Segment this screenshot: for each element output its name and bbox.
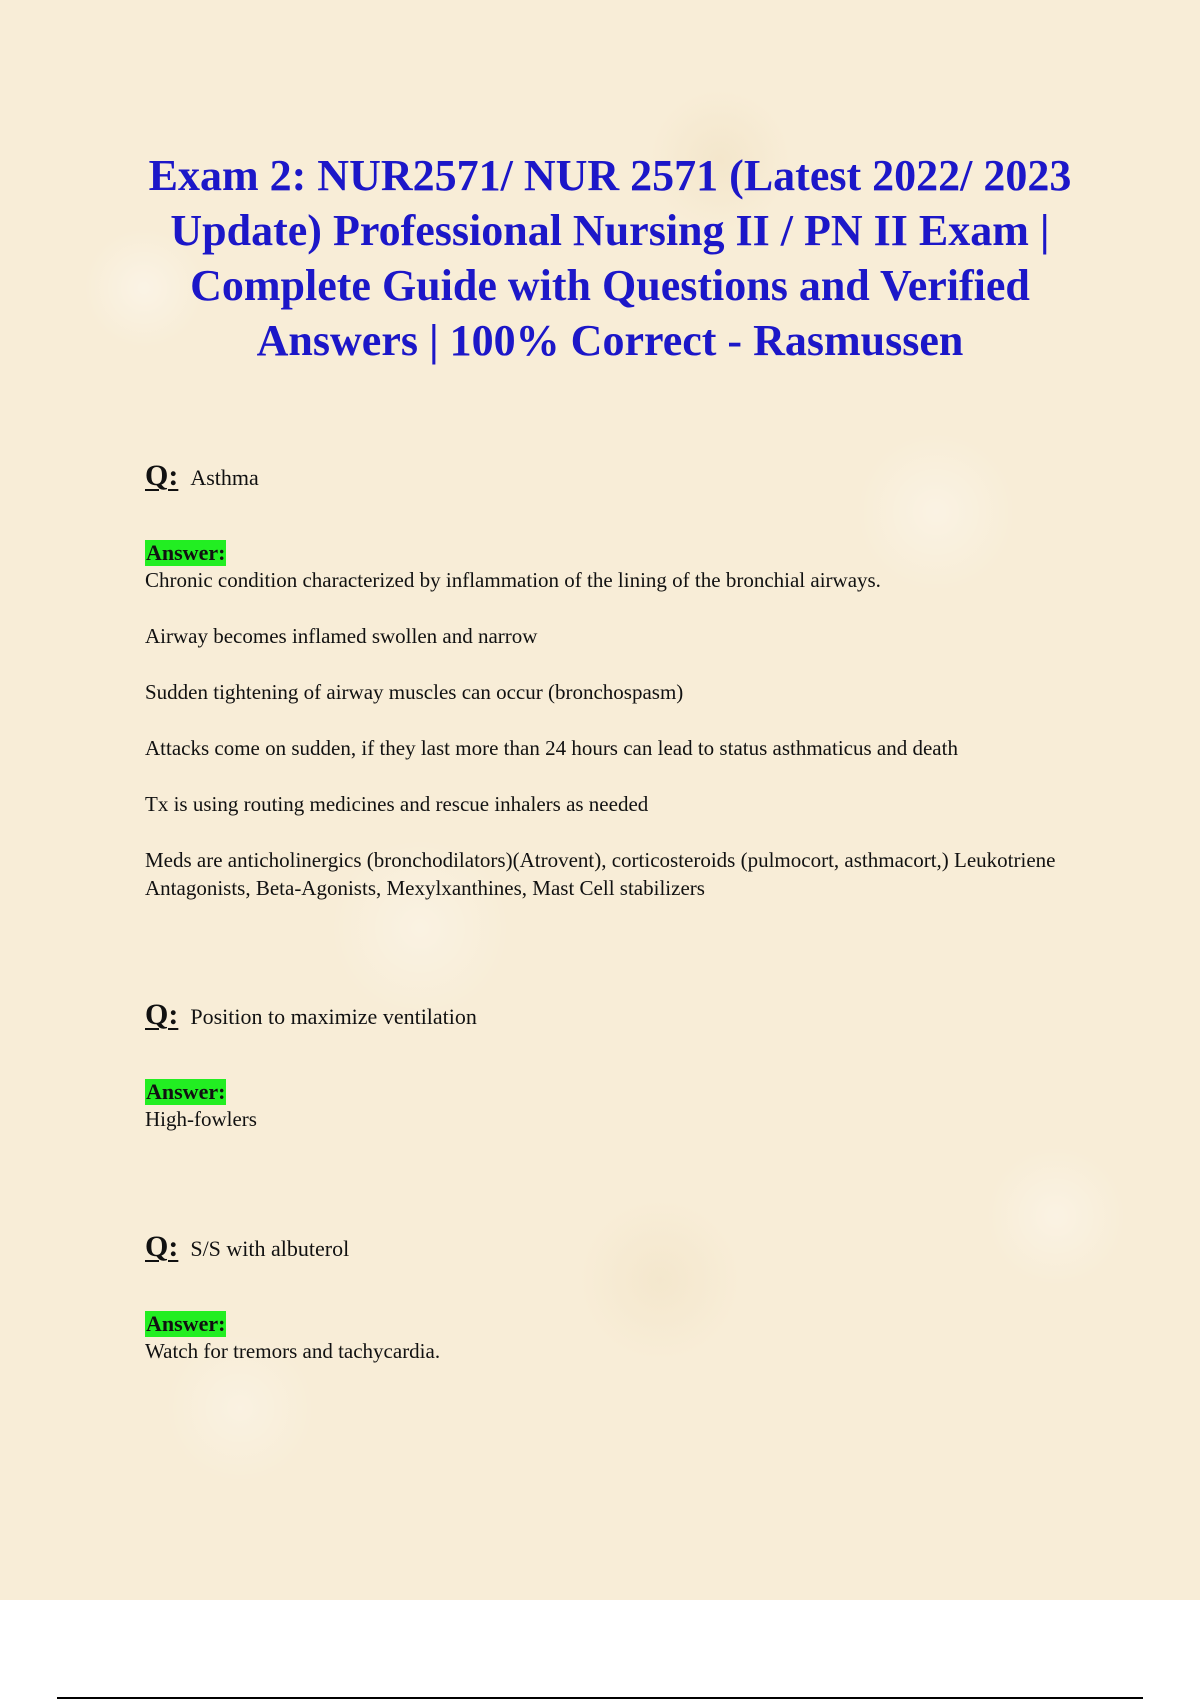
question-text: S/S with albuterol <box>190 1236 350 1261</box>
question-label: Q: <box>145 459 179 492</box>
question-label: Q: <box>145 1230 179 1263</box>
answer-paragraph: Watch for tremors and tachycardia. <box>145 1339 441 1363</box>
question-label: Q: <box>145 998 179 1031</box>
question-line <box>145 998 1095 1031</box>
answer-paragraph: Attacks come on sudden, if they last more than 24 hours can lead to status asthmaticus and death <box>145 736 958 760</box>
answer-label: Answer: <box>146 540 226 565</box>
answer-paragraph: Chronic condition characterized by inflammation of the lining of the bronchial airways. <box>145 568 881 592</box>
answer-paragraph: Tx is using routing medicines and rescue inhalers as needed <box>145 792 649 816</box>
answer-paragraph: Sudden tightening of airway muscles can occur (bronchospasm) <box>145 680 684 704</box>
answer-paragraph: Meds are anticholinergics (bronchodilators)(Atrovent), corticosteroids (pulmocort, asthmacort,) Leukotriene Antagonists, Beta-Agonists, Mexylxanthines, Mast Cell stabilizers <box>145 848 1056 900</box>
qa-item <box>145 459 1095 930</box>
question-line <box>145 1230 1095 1263</box>
answer-paragraph: Airway becomes inflamed swollen and narrow <box>145 624 538 648</box>
footer-divider <box>57 1697 1143 1699</box>
answer-label: Answer: <box>146 1079 226 1104</box>
question-text: Position to maximize ventilation <box>190 1004 477 1029</box>
qa-item <box>145 1230 1095 1393</box>
answer-paragraph: High-fowlers <box>145 1107 257 1131</box>
document-title: Exam 2: NUR2571/ NUR 2571 (Latest 2022/ 2023 Update) Professional Nursing II / PN II Exam | Complete Guide with Questions and Verified Answers | 100% Correct - Rasmussen <box>148 151 1072 365</box>
question-line <box>145 459 1095 492</box>
question-text: Asthma <box>190 465 259 490</box>
qa-item <box>145 998 1095 1161</box>
answer-label: Answer: <box>146 1311 226 1336</box>
